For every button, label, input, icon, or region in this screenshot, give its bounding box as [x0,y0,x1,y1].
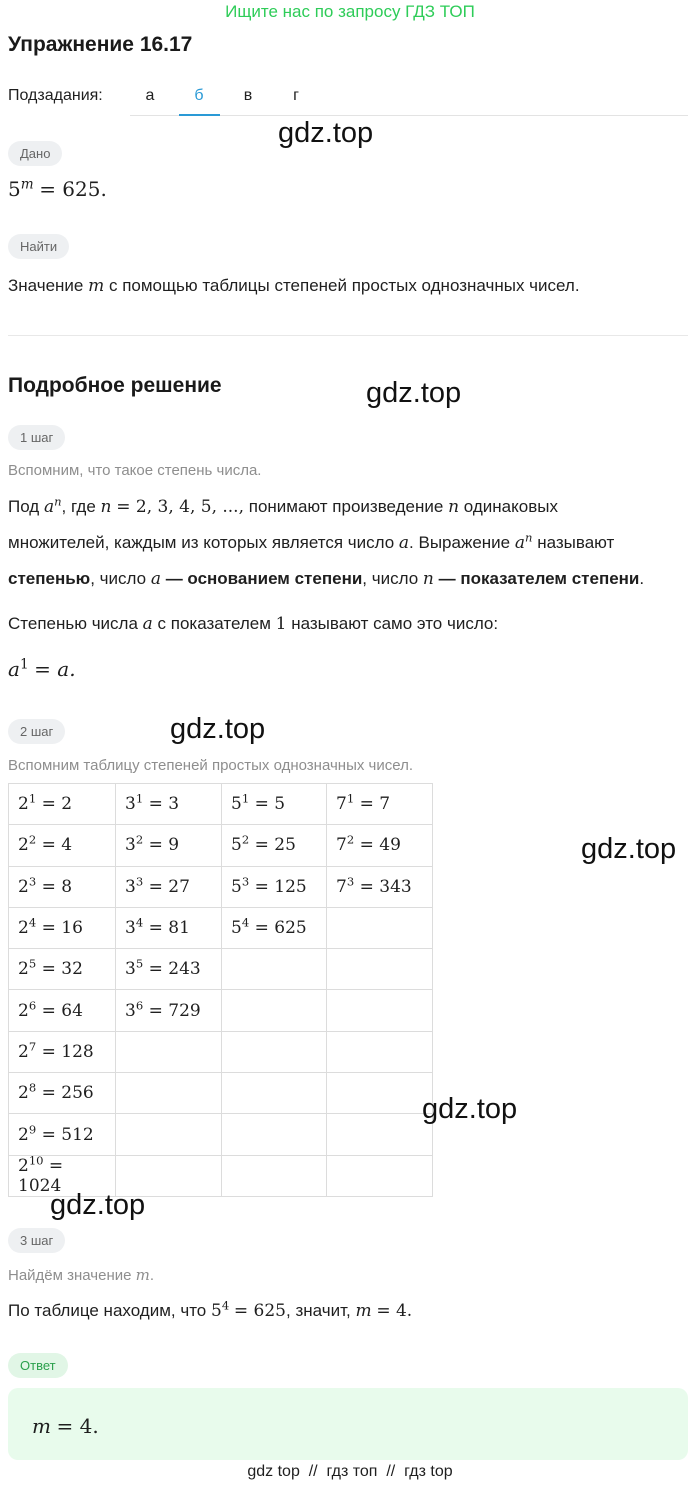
table-cell [222,1155,327,1196]
step-3-conclusion: По таблице находим, что $5^4 = 625$, значит, m = 4. [8,1298,413,1321]
subtask-tab-v[interactable]: в [243,87,253,104]
find-text: Значение m с помощью таблицы степеней простых однозначных чисел. [8,276,580,296]
solution-title: Подробное решение [8,374,222,397]
definition-line-3: степенью, число a — основанием степени, число n — показателем степени. [8,569,645,589]
table-cell [327,949,433,990]
table-cell [327,784,433,825]
power-expression: $3^6 = 729$ [125,998,201,1021]
table-cell [327,1155,433,1196]
table-cell [116,907,222,948]
power-expression: $5^4 = 625$ [231,915,307,939]
table-cell [222,949,327,990]
definition-line-2: множителей, каждым из которых является число a. Выражение $a^n$ называют [8,530,615,553]
power-expression: $2^1 = 2$ [18,791,73,815]
step-1-hint: Вспомним, что такое степень числа. [8,462,262,479]
table-row [9,907,433,948]
table-cell [222,1031,327,1072]
subtask-tab-a[interactable]: а [145,87,155,104]
power-expression: $2^7 = 128$ [18,1039,94,1062]
table-cell [222,825,327,866]
table-cell [222,1073,327,1114]
power-expression: $2^2 = 4$ [18,833,73,856]
table-cell [9,784,116,825]
table-cell [327,825,433,866]
first-power-text: Степенью числа a с показателем 1 называют само это число: [8,614,499,634]
table-cell [116,784,222,825]
power-expression: $3^5 = 243$ [125,956,201,980]
power-expression: $5^2 = 25$ [231,833,296,856]
power-expression: $7^3 = 343$ [336,874,412,897]
table-cell [116,1114,222,1155]
subtask-tab-g[interactable]: г [293,87,299,104]
table-cell [9,825,116,866]
active-tab-indicator [179,114,220,116]
table-row [9,1031,433,1072]
table-row [9,990,433,1031]
table-row [9,825,433,866]
watermark: gdz.top [50,1189,146,1221]
answer-box [8,1388,688,1460]
table-cell [116,1073,222,1114]
power-expression: $5^1 = 5$ [231,791,286,815]
page-title: Упражнение 16.17 [8,33,193,56]
footer-link-2[interactable]: гдз топ [326,1463,378,1480]
power-expression: $2^8 = 256$ [18,1080,94,1104]
table-row [9,866,433,907]
table-cell [327,866,433,907]
table-cell [9,949,116,990]
table-cell [222,784,327,825]
power-expression: $3^2 = 9$ [125,833,180,856]
table-cell [327,1031,433,1072]
table-cell [116,825,222,866]
table-row [9,949,433,990]
given-badge: Дано [8,141,62,166]
table-cell [327,1114,433,1155]
power-expression: $2^5 = 32$ [18,956,83,980]
table-cell [327,990,433,1031]
table-cell [327,1073,433,1114]
power-expression: $5^3 = 125$ [231,874,307,897]
table-row [9,1073,433,1114]
answer-formula: m = 4. [32,1414,99,1438]
table-row [9,1114,433,1155]
power-expression: $7^1 = 7$ [336,791,391,815]
step-1-badge: 1 шаг [8,425,65,450]
table-cell [9,907,116,948]
subtasks-nav [8,78,688,118]
footer-link-1[interactable]: gdz top [247,1463,300,1480]
table-cell [9,1114,116,1155]
step-3-hint: Найдём значение m. [8,1266,155,1284]
footer-separator: // [386,1463,396,1480]
table-cell [222,1114,327,1155]
table-cell [327,907,433,948]
power-expression: $3^1 = 3$ [125,791,180,815]
step-2-badge: 2 шаг [8,719,65,744]
table-cell [222,990,327,1031]
definition-line-1: Под $a^n$, где n = 2, 3, 4, 5, ..., понимают произведение n одинаковых [8,494,558,517]
table-cell [9,1031,116,1072]
watermark: gdz.top [581,833,677,865]
power-expression: $2^9 = 512$ [18,1122,94,1145]
search-banner: Ищите нас по запросу ГДЗ ТОП [225,2,475,21]
power-expression: $2^4 = 16$ [18,915,83,939]
power-expression: $2^3 = 8$ [18,874,73,897]
power-expression: $2^{10} = 1024$ [18,1153,64,1196]
powers-table [8,783,433,1197]
footer-links [0,1463,700,1481]
table-cell [116,1031,222,1072]
power-expression: $7^2 = 49$ [336,833,401,856]
table-cell [116,866,222,907]
power-expression: $3^3 = 27$ [125,874,190,897]
table-cell [9,1073,116,1114]
power-expression: $2^6 = 64$ [18,998,83,1021]
step-3-badge: 3 шаг [8,1228,65,1253]
watermark: gdz.top [170,713,266,745]
step-2-hint: Вспомним таблицу степеней простых однозначных чисел. [8,757,413,774]
table-cell [9,990,116,1031]
footer-separator: // [308,1463,318,1480]
watermark: gdz.top [366,377,462,409]
table-cell [116,990,222,1031]
watermark: gdz.top [422,1093,518,1125]
subtask-tab-b[interactable]: б [194,87,204,104]
table-cell [9,866,116,907]
table-cell [222,907,327,948]
given-formula: 5$^m$ = 625. [8,176,107,201]
table-cell [222,866,327,907]
section-divider [8,335,688,336]
watermark: gdz.top [278,117,374,149]
footer-link-3[interactable]: гдз top [404,1463,453,1480]
subtasks-label: Подзадания: [8,87,103,104]
find-badge: Найти [8,234,69,259]
first-power-formula: $a^1 = a$. [8,656,76,681]
answer-badge: Ответ [8,1353,68,1378]
power-expression: $3^4 = 81$ [125,915,190,939]
table-row [9,784,433,825]
table-cell [116,949,222,990]
